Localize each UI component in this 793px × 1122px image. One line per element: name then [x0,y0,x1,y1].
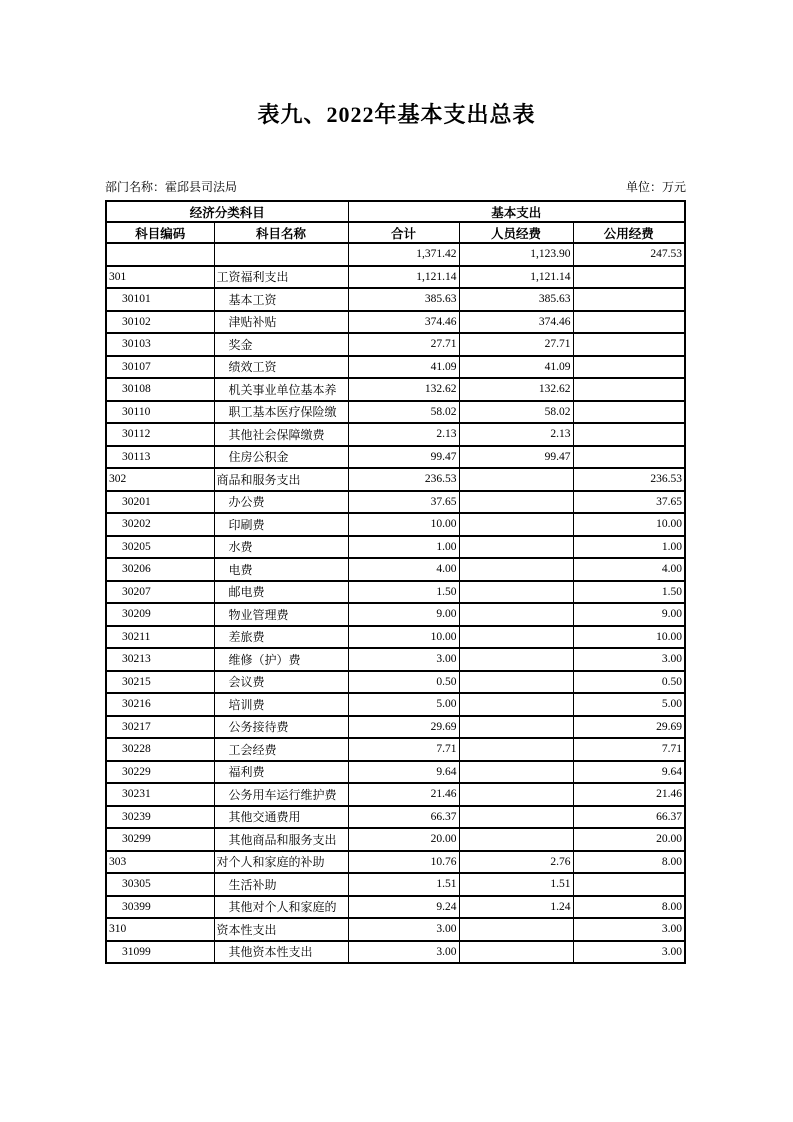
cell-subject-name: 办公费 [214,491,348,514]
cell-total: 29.69 [348,716,459,739]
table-row [106,378,685,401]
table-row [106,626,685,649]
cell-personnel-funds [459,671,573,694]
cell-public-funds: 7.71 [573,738,685,761]
cell-subject-name: 其他交通费用 [214,806,348,829]
cell-subject-name: 其他社会保障缴费 [214,423,348,446]
cell-public-funds [573,288,685,311]
cell-total: 1,371.42 [348,243,459,266]
cell-total: 385.63 [348,288,459,311]
cell-personnel-funds [459,716,573,739]
cell-personnel-funds: 27.71 [459,333,573,356]
department-value: 霍邱县司法局 [165,180,238,194]
cell-total: 58.02 [348,401,459,424]
cell-total: 3.00 [348,918,459,941]
cell-total: 9.64 [348,761,459,784]
cell-public-funds [573,266,685,289]
cell-personnel-funds [459,648,573,671]
cell-total: 37.65 [348,491,459,514]
cell-public-funds: 3.00 [573,648,685,671]
unit-info [626,178,686,195]
cell-public-funds: 21.46 [573,783,685,806]
table-row [106,941,685,964]
table-row [106,918,685,941]
cell-public-funds: 236.53 [573,468,685,491]
cell-subject-name: 生活补助 [214,873,348,896]
cell-subject-code: 30201 [106,491,214,514]
cell-public-funds: 4.00 [573,558,685,581]
cell-personnel-funds: 2.76 [459,851,573,874]
cell-subject-name: 工会经费 [214,738,348,761]
cell-total: 21.46 [348,783,459,806]
cell-subject-code: 31099 [106,941,214,964]
cell-subject-name: 奖金 [214,333,348,356]
table-row [106,266,685,289]
unit-value: 万元 [661,180,686,194]
table-header [106,201,685,243]
cell-subject-code: 30228 [106,738,214,761]
cell-subject-name: 职工基本医疗保险缴 [214,401,348,424]
cell-public-funds: 9.64 [573,761,685,784]
table-row [106,581,685,604]
cell-subject-name: 津贴补贴 [214,311,348,334]
department-label: 部门名称： [105,180,166,194]
header-group-row [106,201,685,222]
header-group-basic-expenditure: 基本支出 [348,201,685,222]
cell-subject-name [214,243,348,266]
cell-total: 2.13 [348,423,459,446]
table-row [106,401,685,424]
cell-public-funds [573,378,685,401]
cell-personnel-funds [459,626,573,649]
cell-total: 0.50 [348,671,459,694]
cell-personnel-funds: 132.62 [459,378,573,401]
table-row [106,446,685,469]
cell-subject-code: 30206 [106,558,214,581]
cell-total: 1,121.14 [348,266,459,289]
header-group-economic-classification: 经济分类科目 [106,201,348,222]
cell-public-funds: 29.69 [573,716,685,739]
cell-total: 1.51 [348,873,459,896]
table-row [106,648,685,671]
table-row [106,828,685,851]
cell-personnel-funds: 374.46 [459,311,573,334]
cell-subject-name: 住房公积金 [214,446,348,469]
cell-personnel-funds [459,558,573,581]
cell-public-funds [573,401,685,424]
cell-total: 1.00 [348,536,459,559]
cell-total: 99.47 [348,446,459,469]
cell-personnel-funds: 1.24 [459,896,573,919]
cell-total: 20.00 [348,828,459,851]
cell-public-funds: 247.53 [573,243,685,266]
header-columns-row [106,222,685,243]
cell-subject-name: 商品和服务支出 [214,468,348,491]
cell-total: 3.00 [348,648,459,671]
cell-subject-code: 303 [106,851,214,874]
cell-public-funds: 10.00 [573,626,685,649]
cell-personnel-funds [459,828,573,851]
cell-public-funds: 5.00 [573,693,685,716]
cell-subject-code: 302 [106,468,214,491]
cell-subject-name: 对个人和家庭的补助 [214,851,348,874]
cell-public-funds: 9.00 [573,603,685,626]
cell-personnel-funds [459,941,573,964]
cell-total: 4.00 [348,558,459,581]
cell-subject-code: 30108 [106,378,214,401]
cell-subject-code: 30399 [106,896,214,919]
cell-subject-code: 30215 [106,671,214,694]
table-row [106,536,685,559]
cell-personnel-funds [459,536,573,559]
table-row [106,311,685,334]
cell-subject-name: 其他对个人和家庭的 [214,896,348,919]
cell-total: 10.00 [348,626,459,649]
header-personnel-funds: 人员经费 [459,222,573,243]
cell-subject-code: 30299 [106,828,214,851]
cell-subject-code: 30239 [106,806,214,829]
cell-personnel-funds: 58.02 [459,401,573,424]
cell-personnel-funds [459,693,573,716]
cell-subject-code: 30209 [106,603,214,626]
cell-total: 10.00 [348,513,459,536]
cell-public-funds [573,356,685,379]
cell-total: 7.71 [348,738,459,761]
cell-subject-name: 公务接待费 [214,716,348,739]
cell-personnel-funds: 1,123.90 [459,243,573,266]
table-row [106,806,685,829]
cell-public-funds: 66.37 [573,806,685,829]
cell-subject-name: 福利费 [214,761,348,784]
cell-subject-code: 30217 [106,716,214,739]
cell-public-funds [573,873,685,896]
expenditure-table [105,200,686,964]
cell-subject-code: 301 [106,266,214,289]
cell-total: 9.24 [348,896,459,919]
cell-public-funds [573,423,685,446]
cell-personnel-funds [459,783,573,806]
table-row [106,333,685,356]
cell-public-funds: 0.50 [573,671,685,694]
cell-total: 10.76 [348,851,459,874]
cell-personnel-funds: 1.51 [459,873,573,896]
cell-total: 374.46 [348,311,459,334]
cell-subject-code: 30216 [106,693,214,716]
cell-personnel-funds: 2.13 [459,423,573,446]
cell-subject-name: 工资福利支出 [214,266,348,289]
unit-label: 单位： [625,180,662,194]
meta-row [105,178,686,195]
table-row [106,243,685,266]
cell-personnel-funds: 385.63 [459,288,573,311]
cell-public-funds: 37.65 [573,491,685,514]
table-row [106,288,685,311]
cell-subject-code: 30112 [106,423,214,446]
cell-public-funds: 10.00 [573,513,685,536]
table-row [106,671,685,694]
cell-total: 27.71 [348,333,459,356]
cell-subject-code: 30213 [106,648,214,671]
cell-total: 5.00 [348,693,459,716]
cell-total: 9.00 [348,603,459,626]
cell-subject-name: 其他商品和服务支出 [214,828,348,851]
cell-personnel-funds [459,513,573,536]
department-name [105,178,237,195]
cell-personnel-funds [459,603,573,626]
cell-subject-code: 30107 [106,356,214,379]
cell-personnel-funds [459,761,573,784]
cell-subject-name: 基本工资 [214,288,348,311]
cell-subject-code [106,243,214,266]
cell-personnel-funds [459,491,573,514]
cell-subject-name: 电费 [214,558,348,581]
cell-total: 1.50 [348,581,459,604]
cell-public-funds: 8.00 [573,896,685,919]
cell-subject-name: 资本性支出 [214,918,348,941]
cell-subject-name: 其他资本性支出 [214,941,348,964]
cell-subject-name: 绩效工资 [214,356,348,379]
page-title: 表九、2022年基本支出总表 [257,102,536,127]
cell-personnel-funds: 41.09 [459,356,573,379]
cell-subject-name: 水费 [214,536,348,559]
cell-personnel-funds [459,806,573,829]
table-row [106,851,685,874]
cell-total: 132.62 [348,378,459,401]
header-public-funds: 公用经费 [573,222,685,243]
table-row [106,491,685,514]
cell-subject-code: 30207 [106,581,214,604]
cell-public-funds [573,311,685,334]
cell-personnel-funds [459,468,573,491]
cell-subject-code: 30231 [106,783,214,806]
table-row [106,873,685,896]
cell-subject-name: 差旅费 [214,626,348,649]
cell-subject-name: 会议费 [214,671,348,694]
cell-personnel-funds: 99.47 [459,446,573,469]
table-row [106,468,685,491]
cell-total: 66.37 [348,806,459,829]
cell-personnel-funds [459,581,573,604]
cell-subject-name: 培训费 [214,693,348,716]
cell-subject-code: 30202 [106,513,214,536]
cell-subject-name: 印刷费 [214,513,348,536]
cell-subject-code: 30211 [106,626,214,649]
table-row [106,513,685,536]
cell-subject-code: 30102 [106,311,214,334]
cell-subject-name: 公务用车运行维护费 [214,783,348,806]
table-row [106,896,685,919]
table-row [106,423,685,446]
cell-subject-code: 30103 [106,333,214,356]
table-row [106,603,685,626]
table-row [106,558,685,581]
cell-personnel-funds [459,738,573,761]
cell-subject-code: 30305 [106,873,214,896]
table-row [106,716,685,739]
cell-subject-code: 30229 [106,761,214,784]
cell-public-funds: 1.00 [573,536,685,559]
expenditure-table-wrap [105,200,686,964]
cell-total: 236.53 [348,468,459,491]
table-row [106,761,685,784]
cell-public-funds: 3.00 [573,941,685,964]
cell-public-funds: 20.00 [573,828,685,851]
cell-public-funds: 3.00 [573,918,685,941]
cell-subject-name: 机关事业单位基本养 [214,378,348,401]
header-subject-name: 科目名称 [214,222,348,243]
table-row [106,783,685,806]
cell-total: 41.09 [348,356,459,379]
cell-subject-code: 310 [106,918,214,941]
header-total: 合计 [348,222,459,243]
table-row [106,356,685,379]
header-subject-code: 科目编码 [106,222,214,243]
cell-subject-code: 30113 [106,446,214,469]
cell-total: 3.00 [348,941,459,964]
cell-subject-code: 30110 [106,401,214,424]
cell-subject-name: 维修（护）费 [214,648,348,671]
cell-subject-name: 物业管理费 [214,603,348,626]
cell-subject-code: 30101 [106,288,214,311]
table-body [106,243,685,963]
cell-public-funds [573,446,685,469]
table-row [106,738,685,761]
cell-public-funds [573,333,685,356]
cell-public-funds: 8.00 [573,851,685,874]
cell-public-funds: 1.50 [573,581,685,604]
cell-subject-name: 邮电费 [214,581,348,604]
cell-personnel-funds [459,918,573,941]
cell-personnel-funds: 1,121.14 [459,266,573,289]
table-row [106,693,685,716]
cell-subject-code: 30205 [106,536,214,559]
